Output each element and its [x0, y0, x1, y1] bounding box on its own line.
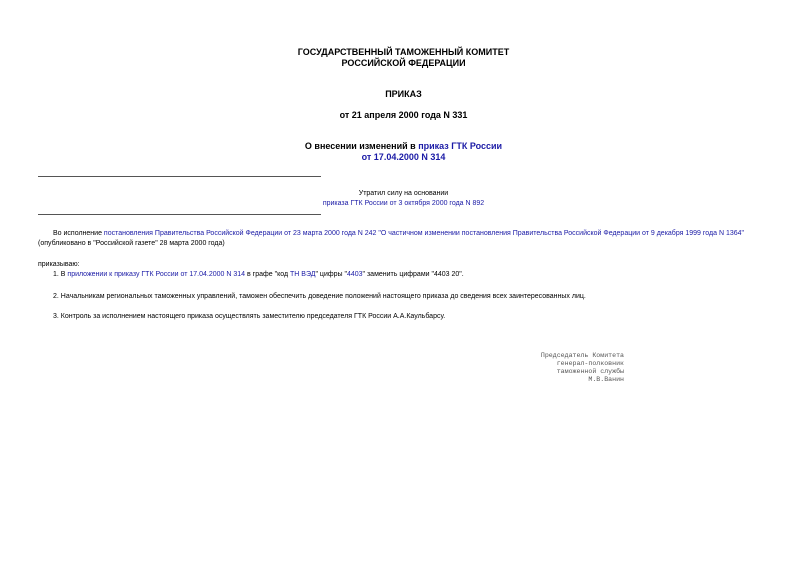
subject-link-order-date[interactable]: от 17.04.2000 N 314 — [361, 152, 446, 162]
status-line — [0, 199, 807, 208]
org-name-line2: РОССИЙСКОЙ ФЕДЕРАЦИИ — [341, 58, 466, 68]
preamble-prefix: Во исполнение — [53, 230, 104, 237]
item-2: 2. Начальникам региональных таможенных управлений, таможен обеспечить доведение положений настоящего приказа до сведения всех заинтересованных лиц. — [53, 293, 586, 300]
item1-end: " заменить цифрами "4403 20". — [362, 271, 464, 278]
order-word: приказываю: — [38, 261, 80, 268]
status-text: Утратил силу на основании — [358, 190, 449, 197]
item1-prefix: 1. В — [53, 271, 68, 278]
item-1 — [53, 270, 464, 279]
preamble-link[interactable]: постановления Правительства Российской Федерации от 23 марта 2000 года N 242 "О частичном изменении постановления Правительства Российской Федерации от 9 декабря 1999 года N 1364" — [103, 230, 745, 237]
divider-top — [38, 176, 321, 177]
divider-bottom — [38, 214, 321, 215]
doc-date: от 21 апреля 2000 года N 331 — [339, 110, 468, 120]
doc-subject-line2 — [0, 152, 807, 163]
item1-mid: в графе "код — [245, 271, 291, 278]
preamble-line1 — [53, 229, 744, 238]
item1-link-code[interactable]: 4403 — [346, 271, 363, 278]
status-link[interactable]: приказа ГТК России от 3 октября 2000 года N 892 — [322, 200, 485, 207]
doc-type: ПРИКАЗ — [385, 89, 422, 99]
subject-link-order[interactable]: приказ ГТК России — [418, 141, 503, 151]
preamble-line2: (опубликовано в "Российской газете" 28 марта 2000 года) — [38, 240, 225, 247]
item1-link-appendix[interactable]: приложении к приказу ГТК России от 17.04.2000 N 314 — [67, 271, 246, 278]
item1-mid2: " цифры " — [315, 271, 347, 278]
item1-link-tnved[interactable]: ТН ВЭД — [290, 271, 316, 278]
org-name-line1: ГОСУДАРСТВЕННЫЙ ТАМОЖЕННЫЙ КОМИТЕТ — [297, 47, 510, 57]
signature-line4: М.В.Ванин — [588, 376, 624, 383]
signature-line3: таможенной службы — [556, 368, 624, 375]
subject-prefix: О внесении изменений в — [304, 141, 419, 151]
signature-line1: Председатель Комитета — [540, 352, 624, 359]
item-3: 3. Контроль за исполнением настоящего приказа осуществлять заместителю председателя ГТК России А.А.Каульбарсу. — [53, 313, 446, 320]
doc-subject-line1 — [0, 141, 807, 152]
signature-line2: генерал-полковник — [556, 360, 624, 367]
